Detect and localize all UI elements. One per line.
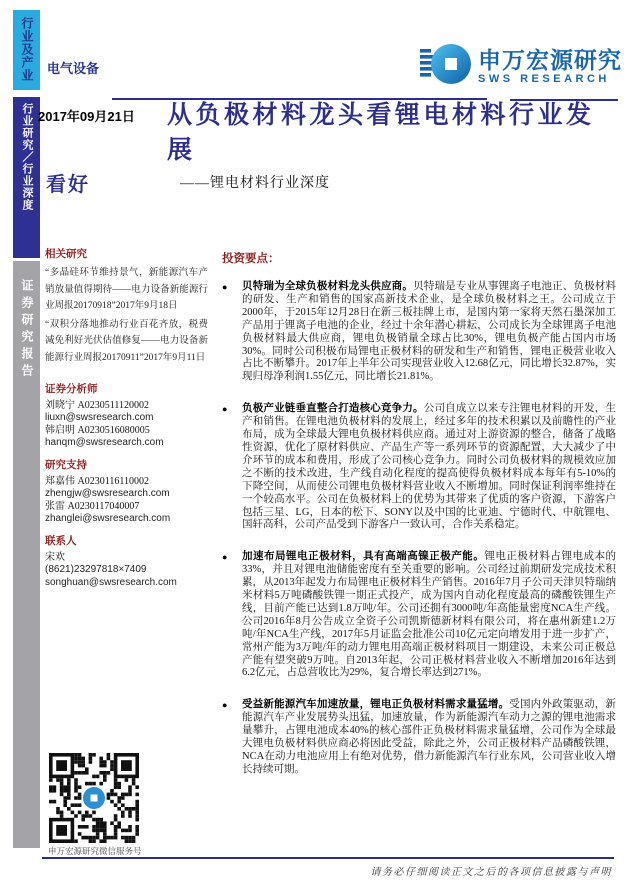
support-email: zhengjw@swsresearch.com bbox=[45, 488, 170, 499]
analyst-name-cert: 刘晓宁 A0230511120002 bbox=[45, 400, 149, 411]
left-info-column bbox=[45, 246, 208, 590]
bullet-dot-icon: ● bbox=[222, 282, 228, 292]
analysts-heading: 证券分析师 bbox=[45, 383, 98, 395]
qr-code bbox=[49, 753, 139, 843]
support-email: zhanglei@swsresearch.com bbox=[45, 513, 171, 524]
analyst-name-cert: 韩启明 A0230516080005 bbox=[45, 425, 150, 436]
report-date: 2017年09月21日 bbox=[38, 109, 135, 124]
sws-coin-icon bbox=[420, 42, 472, 93]
footer-rule bbox=[42, 857, 614, 859]
report-type-strip bbox=[13, 97, 40, 258]
key-point-item bbox=[222, 281, 616, 384]
report-type-label: 行业研究／行业深度 bbox=[21, 103, 33, 211]
key-point-body: 公司自成立以来专注锂电材料的开发，生产和销售。在锂电池负极材料的发展上，经过多年的技术积累以及前瞻性的产业布局，成为全球最大锂电负极材料供应商。通过对上游资源的整合，储备了战略性资源，优化了原材料供应、产品生产等一系列环节的资源配置，大大减少了中介环节的成本和费用，形成了公司核心竞争力。同时公司负极材料的规模效应加之不断的技术改进，生产线自动化程度的提高使得负极材料成本每年有5-10%的下降空间，从而使公司锂电负极材料营业收入不断增加。同时保证利润率维持在一个较高水平。公司在负极材料上的优势为其带来了优质的客户资源，下游客户包括三星、LG，日本的松下、SONY以及中国的比亚迪、宁德时代、中航锂电、国轩高科，公司产品受到下游客户一致认可，合作关系稳定。 bbox=[242, 403, 616, 531]
key-point-body: 贝特瑞是专业从事锂离子电池正、负极材料的研发、生产和销售的国家高新技术企业，是全球负极材料之王。公司成立于2000年，于2015年12月28日在新三板挂牌上市，是国内第一家将天然石墨深加工产品用于锂离子电池的企业，经过十余年潜心耕耘，公司成长为全球锂离子电池负极材料最大供应商，锂电负极销量全球占比30%，锂电负极产能占国内市场30%。同时公司积极布局锂电正极材料的研发和生产和销售，锂电正极营业收入占比不断攀升。2017年上半年公司实现营业收入12.68亿元，同比增长32.87%，实现归母净利润1.55亿元，同比增长21.81%。 bbox=[242, 281, 617, 383]
support-heading: 研究支持 bbox=[45, 459, 87, 471]
industry-category-label: 行业及产业 bbox=[20, 17, 34, 82]
key-point-body: 锂电正极材料占锂电成本的33%，并且对锂电池储能密度有至关重要的影响。公司经过前期研发完成技术积累，从2013年起发力布局锂电正极材料生产销售。2016年7月子公司天津贝特瑞纳米材料5万吨磷酸铁锂一期正式投产，成为国内自动化程度最高的磷酸铁锂生产线，目前产能已达到1.8万吨/年。公司还拥有3000吨/年高能量密度NCA生产线。公司2016年8月公告成立全资子公司凯斯德新材料有限公司，将在惠州新建1.2万吨/年NCA生产线，2017年5月证监会批准公司10亿元定向增发用于进一步扩产，常州产能为3万吨/年的动力锂电用高端正极材料项目一期建设，未来公司正极总产能有望突破9万吨。自2013年起，公司正极材料营业收入不断增加2016年达到6.2亿元，占总营收比为29%，复合增长率达到271%。 bbox=[242, 551, 617, 679]
key-point-item bbox=[222, 403, 616, 532]
contact-phone: (8621)23297818×7409 bbox=[45, 564, 147, 575]
key-point-body: 受国内外政策驱动，新能源汽车产业发展势头迅猛，加速放量，作为新能源汽车动力之源的锂电池需求量攀升，占锂电池成本40%的核心部件正负极材料需求量猛增，公司作为全球最大锂电负极材料供应商必将因此受益，除此之外，公司正极材料产品磷酸铁锂，NCA在动力电池应用上有绝对优势，借力新能源汽车行业东风，公司营业收入增长持续可期。 bbox=[242, 699, 617, 775]
analyst-email: liuxn@swsresearch.com bbox=[45, 412, 154, 423]
footer-disclaimer: 请务必仔细阅读正文之后的各项信息披露与声明 bbox=[370, 867, 612, 878]
key-point-lead: 负极产业链垂直整合打造核心竞争力。 bbox=[242, 403, 424, 415]
report-category-strip bbox=[13, 261, 40, 848]
analyst-email: hanqm@swsresearch.com bbox=[45, 437, 164, 448]
related-research-item: “双积分落地推动行业百花齐放，税费减免利好光伏估值修复——电力设备新能源行业周报20170911”2017年9月11日 bbox=[45, 319, 208, 363]
contact-name: 宋欢 bbox=[45, 552, 65, 563]
qr-caption: 申万宏源研究微信服务号 bbox=[48, 846, 142, 856]
rating-badge: 看好 bbox=[46, 174, 90, 196]
key-point-lead: 贝特瑞为全球负极材料龙头供应商。 bbox=[242, 281, 414, 292]
support-name-cert: 张雷 A0230117040007 bbox=[45, 501, 140, 512]
wechat-qr-block bbox=[48, 753, 140, 857]
key-point-item bbox=[222, 699, 616, 776]
related-research-heading: 相关研究 bbox=[45, 248, 87, 260]
brand-logo bbox=[420, 42, 622, 92]
key-point-lead: 受益新能源汽车加速放量，锂电正负极材料需求量猛增。 bbox=[242, 699, 510, 711]
key-points-heading: 投资要点： bbox=[222, 253, 280, 265]
page-subtitle: ——锂电材料行业深度 bbox=[180, 176, 330, 191]
bullet-dot-icon: ● bbox=[222, 700, 228, 711]
brand-name-en: SWS RESEARCH bbox=[478, 73, 610, 85]
page-title: 从负极材料龙头看锂电材料行业发展 bbox=[167, 102, 595, 164]
main-content bbox=[222, 250, 616, 796]
contact-heading: 联系人 bbox=[45, 535, 77, 547]
contact-email: songhuan@swsresearch.com bbox=[45, 577, 177, 588]
key-point-item bbox=[222, 551, 616, 680]
bullet-dot-icon: ● bbox=[222, 552, 228, 563]
industry-label: 电气设备 bbox=[47, 61, 100, 76]
report-category-label: 证券研究报告 bbox=[20, 279, 34, 381]
bullet-dot-icon: ● bbox=[222, 404, 228, 415]
industry-category-strip bbox=[13, 10, 40, 90]
brand-name-cn: 申万宏源研究 bbox=[478, 47, 622, 73]
related-research-item: “多晶硅环节维持景气，新能源汽车产销放量值得期待——电力设备新能源行业周报20170918”2017年9月18日 bbox=[45, 268, 208, 311]
key-point-lead: 加速布局锂电正极材料，具有高端高镍正极产能。 bbox=[242, 551, 485, 563]
support-name-cert: 郑嘉伟 A0230116110002 bbox=[45, 476, 149, 487]
